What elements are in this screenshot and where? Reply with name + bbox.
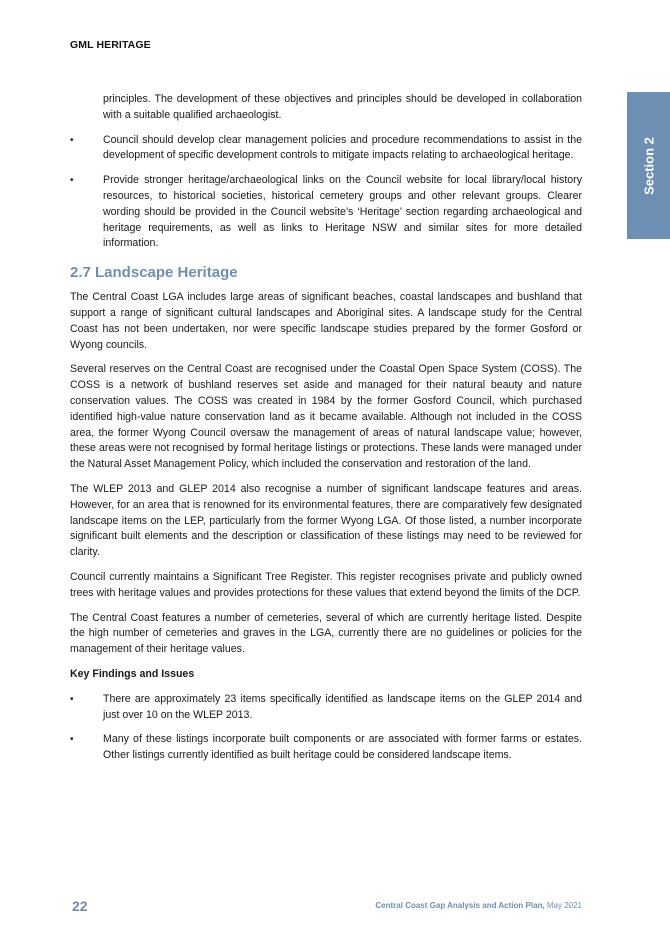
section-tab — [627, 92, 670, 239]
running-header: GML HERITAGE — [70, 39, 151, 51]
list-item: • Council should develop clear management policies and procedure recommendations to assist in the development of specific development controls to mitigate impacts relating to archaeological heritage. — [70, 133, 582, 165]
footer-title-text: Central Coast Gap Analysis and Action Plan, — [375, 901, 545, 910]
list-item: • There are approximately 23 items specifically identified as landscape items on the GLEP 2014 and just over 10 on the WLEP 2013. — [70, 692, 582, 724]
footer-date: May 2021 — [544, 901, 582, 910]
body-paragraph: Several reserves on the Central Coast are recognised under the Coastal Open Space System (COSS). The COSS is a network of bushland reserves set aside and managed for their natural beauty and nature conservation values. The COSS was created in 1984 by the former Gosford Council, which purchased identified high-value nature conservation land as it became available. Although not included in the COSS area, the former Wyong Council oversaw the management of areas of natural landscape value; however, these areas were not recognised by formal heritage listings or protections. These lands were managed under the Natural Asset Management Policy, which included the conservation and restoration of the land. — [70, 363, 582, 471]
body-paragraph: Council currently maintains a Significant Tree Register. This register recognises private and publicly owned trees with heritage values and provides protections for these values that extend beyond the limits of the DCP. — [70, 570, 582, 599]
key-findings-list — [70, 692, 582, 764]
section-tab-label: Section 2 — [641, 136, 656, 195]
list-item: • Provide stronger heritage/archaeological links on the Council website for local library/local history resources, to historical societies, historical cemetery groups and other relevant groups. Clearer wording should be provided in the Council website’s ‘Heritage’ section regarding archaeological and heritage requirements, as well as links to Heritage NSW and similar sites for more detailed information. — [70, 173, 582, 252]
page-number: 22 — [72, 898, 88, 914]
continuation-paragraph: principles. The development of these objectives and principles should be developed in collaboration with a suitable qualified archaeologist. — [103, 93, 582, 121]
body-paragraph: The Central Coast LGA includes large areas of significant beaches, coastal landscapes and bushland that support a range of significant cultural landscapes and Aboriginal sites. A landscape study for the Central Coast has not been undertaken, nor were specific landscape studies prepared by the former Gosford or Wyong councils. — [70, 291, 582, 351]
body-paragraph: The Central Coast features a number of cemeteries, several of which are currently heritage listed. Despite the high number of cemeteries and graves in the LGA, currently there are no guidelines or policies for the management of their heritage values. — [70, 611, 582, 656]
intro-bullet-list — [70, 133, 582, 253]
body-paragraph: The WLEP 2013 and GLEP 2014 also recognise a number of significant landscape features and areas. However, for an area that is renowned for its environmental features, there are comparatively few designated landscape items on the LEP, particularly from the former Wyong LGA. Of those listed, a number incorporate significant built elements and the description or classification of these listings may need to be reviewed for clarity. — [70, 482, 582, 559]
list-item: • Many of these listings incorporate built components or are associated with former farms or estates. Other listings currently identified as built heritage could be considered landscape items. — [70, 732, 582, 764]
key-findings-heading: Key Findings and Issues — [70, 667, 195, 680]
page-content — [70, 92, 582, 774]
section-heading: 2.7 Landscape Heritage — [70, 264, 238, 282]
footer-document-title — [375, 901, 582, 910]
